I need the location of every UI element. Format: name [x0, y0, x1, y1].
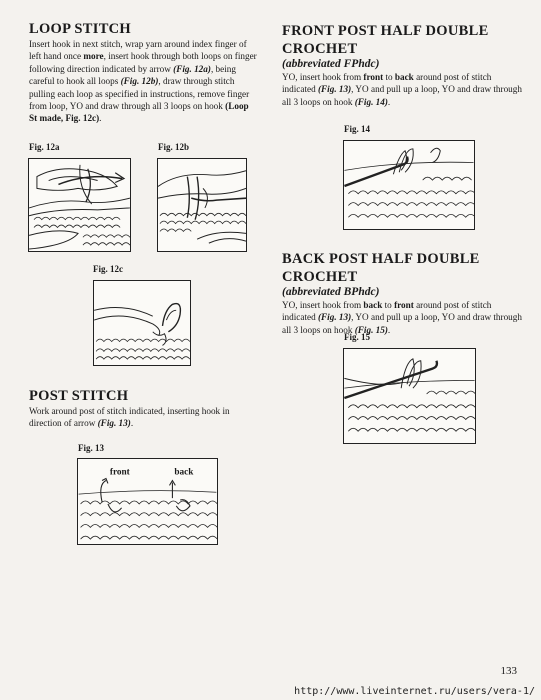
fphdc-text: YO, insert hook from front to back around post of stitch indicated (Fig. 13), YO and pull up a loop, YO and draw through all 3 loops on hook (Fig. 14).: [282, 72, 522, 107]
fig-13-arrows: [101, 479, 190, 512]
fig-15-drawing: [344, 349, 475, 443]
fig-12b-label: Fig. 12b: [158, 142, 190, 152]
fig-12b-illustration: [157, 158, 247, 252]
fphdc-subtitle: (abbreviated FPhdc): [282, 58, 380, 70]
fig-15-illustration: [343, 348, 476, 444]
post-stitch-section: [29, 387, 261, 430]
fig-14-stitches: [344, 162, 474, 217]
fphdc-title-line2: CROCHET: [282, 41, 358, 57]
back-label: back: [174, 467, 194, 478]
fig-14-label: Fig. 14: [344, 124, 370, 134]
watermark-url: http://www.liveinternet.ru/users/vera-1/: [294, 686, 535, 697]
page-number: 133: [500, 665, 517, 677]
loop-stitch-section: [29, 20, 257, 125]
fig-12b-drawing: [158, 159, 246, 251]
fig-12a-label: Fig. 12a: [29, 142, 60, 152]
fig-12a-drawing: [29, 159, 130, 251]
bphdc-title: BACK POST HALF DOUBLE CROCHET: [282, 251, 480, 285]
fig-12b-stitches: [160, 213, 246, 231]
bphdc-subtitle: (abbreviated BPhdc): [282, 286, 380, 298]
bphdc-text: YO, insert hook from back to front around post of stitch indicated (Fig. 13), YO and pull up a loop, YO and draw through all 3 loops on hook (Fig. 15).: [282, 300, 522, 335]
fig-14-drawing: [344, 141, 474, 229]
post-stitch-text: Work around post of stitch indicated, inserting hook in direction of arrow (Fig. 13).: [29, 406, 230, 429]
bphdc-section: [282, 250, 527, 336]
fig-13-stitches: [79, 491, 217, 539]
fig-14-hook: [344, 148, 440, 186]
fphdc-title-line1: FRONT POST HALF DOUBLE: [282, 23, 489, 39]
fig-15-hook: [344, 359, 437, 398]
fphdc-section: [282, 22, 522, 108]
fig-12c-stitches: [96, 339, 190, 359]
front-label: front: [109, 467, 130, 478]
fig-12c-illustration: [93, 280, 191, 366]
fig-12a-illustration: [28, 158, 131, 252]
loop-stitch-text: Insert hook in next stitch, wrap yarn around index finger of left hand once more, insert hook through both loops on finger following direction indicated by arrow (Fig. 12a), being careful to hook all loops (Fig. 12b), draw through stitch pulling each loop as specified in instructions, remove finger from loop, YO and draw through all 3 loops on hook (Loop St made, Fig. 12c).: [29, 39, 257, 124]
fig-12c-drawing: [94, 281, 190, 365]
post-stitch-title: POST STITCH: [29, 388, 129, 404]
loop-stitch-title: LOOP STITCH: [29, 21, 132, 37]
fig-14-illustration: [343, 140, 475, 230]
fig-13-drawing: [78, 459, 217, 544]
fig-13-illustration: [77, 458, 218, 545]
fig-13-label: Fig. 13: [78, 443, 104, 453]
fig-12c-label: Fig. 12c: [93, 264, 123, 274]
fig-15-stitches: [344, 380, 475, 431]
fig-15-label: Fig. 15: [344, 332, 370, 342]
